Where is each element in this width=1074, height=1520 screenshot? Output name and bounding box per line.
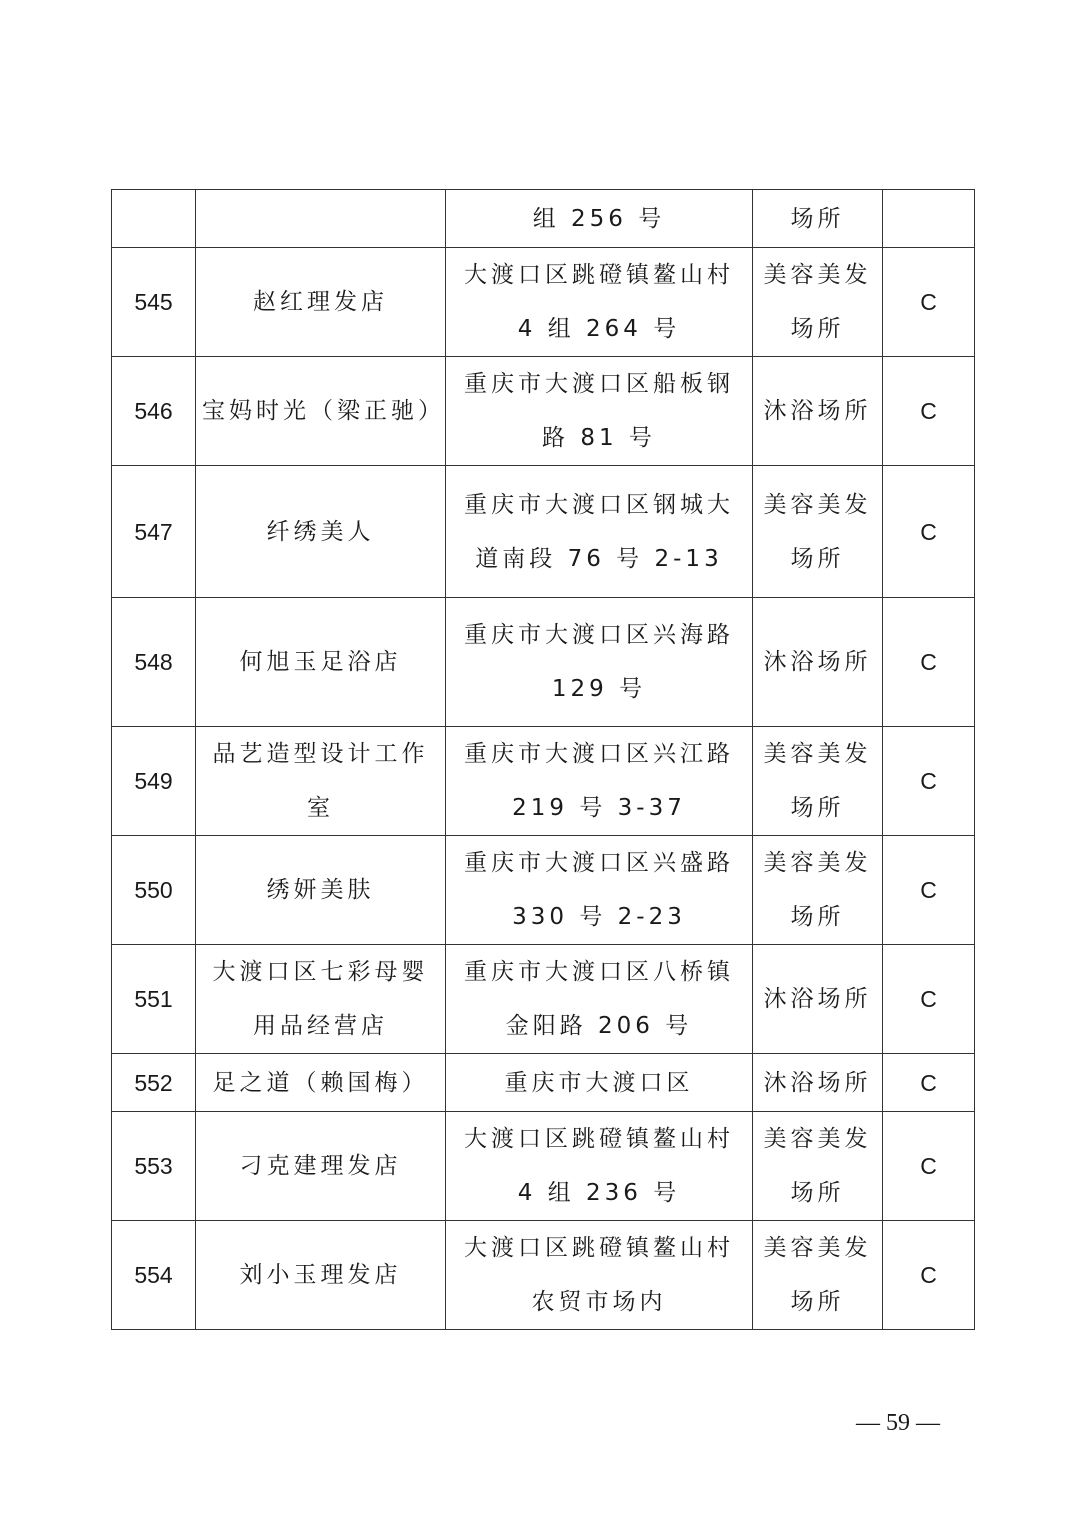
business-address: 大渡口区跳磴镇鳌山村农贸市场内	[446, 1221, 753, 1330]
table-row	[112, 836, 975, 945]
business-type: 美容美发场所	[753, 466, 883, 598]
business-type: 美容美发场所	[753, 1112, 883, 1221]
business-type: 美容美发场所	[753, 727, 883, 836]
business-name: 绣妍美肤	[196, 836, 446, 945]
grade: C	[883, 248, 975, 357]
table-row	[112, 190, 975, 248]
row-number: 551	[112, 945, 196, 1054]
grade: C	[883, 1221, 975, 1330]
business-address: 重庆市大渡口区船板钢路 81 号	[446, 357, 753, 466]
business-name: 大渡口区七彩母婴用品经营店	[196, 945, 446, 1054]
business-name	[196, 190, 446, 248]
business-address: 大渡口区跳磴镇鳌山村 4 组 264 号	[446, 248, 753, 357]
business-name: 刘小玉理发店	[196, 1221, 446, 1330]
grade: C	[883, 945, 975, 1054]
business-type: 美容美发场所	[753, 836, 883, 945]
business-name: 品艺造型设计工作室	[196, 727, 446, 836]
business-name: 何旭玉足浴店	[196, 598, 446, 727]
business-name: 赵红理发店	[196, 248, 446, 357]
row-number: 554	[112, 1221, 196, 1330]
page-number: — 59 —	[856, 1410, 940, 1436]
table-row	[112, 945, 975, 1054]
business-address: 重庆市大渡口区八桥镇金阳路 206 号	[446, 945, 753, 1054]
table-row	[112, 466, 975, 598]
business-address: 重庆市大渡口区兴盛路 330 号 2-23	[446, 836, 753, 945]
business-address: 重庆市大渡口区兴海路 129 号	[446, 598, 753, 727]
business-type: 沐浴场所	[753, 357, 883, 466]
table-row	[112, 248, 975, 357]
grade: C	[883, 727, 975, 836]
business-address: 大渡口区跳磴镇鳌山村 4 组 236 号	[446, 1112, 753, 1221]
table-row	[112, 598, 975, 727]
business-type: 场所	[753, 190, 883, 248]
grade: C	[883, 598, 975, 727]
table-row	[112, 357, 975, 466]
business-registry-table	[111, 189, 975, 1330]
business-type: 沐浴场所	[753, 598, 883, 727]
row-number: 546	[112, 357, 196, 466]
business-address: 重庆市大渡口区钢城大道南段 76 号 2-13	[446, 466, 753, 598]
business-name: 足之道（赖国梅）	[196, 1054, 446, 1112]
row-number	[112, 190, 196, 248]
row-number: 553	[112, 1112, 196, 1221]
business-address: 组 256 号	[446, 190, 753, 248]
row-number: 548	[112, 598, 196, 727]
row-number: 552	[112, 1054, 196, 1112]
grade: C	[883, 466, 975, 598]
business-address: 重庆市大渡口区兴江路 219 号 3-37	[446, 727, 753, 836]
grade: C	[883, 357, 975, 466]
table-row	[112, 727, 975, 836]
row-number: 549	[112, 727, 196, 836]
table-row	[112, 1112, 975, 1221]
business-name: 纤绣美人	[196, 466, 446, 598]
business-type: 沐浴场所	[753, 1054, 883, 1112]
row-number: 545	[112, 248, 196, 357]
grade: C	[883, 1054, 975, 1112]
business-address: 重庆市大渡口区	[446, 1054, 753, 1112]
grade: C	[883, 836, 975, 945]
business-type: 美容美发场所	[753, 248, 883, 357]
business-type: 沐浴场所	[753, 945, 883, 1054]
business-name: 刁克建理发店	[196, 1112, 446, 1221]
grade	[883, 190, 975, 248]
row-number: 550	[112, 836, 196, 945]
business-type: 美容美发场所	[753, 1221, 883, 1330]
table-row	[112, 1054, 975, 1112]
table-row	[112, 1221, 975, 1330]
row-number: 547	[112, 466, 196, 598]
business-name: 宝妈时光（梁正驰）	[196, 357, 446, 466]
grade: C	[883, 1112, 975, 1221]
